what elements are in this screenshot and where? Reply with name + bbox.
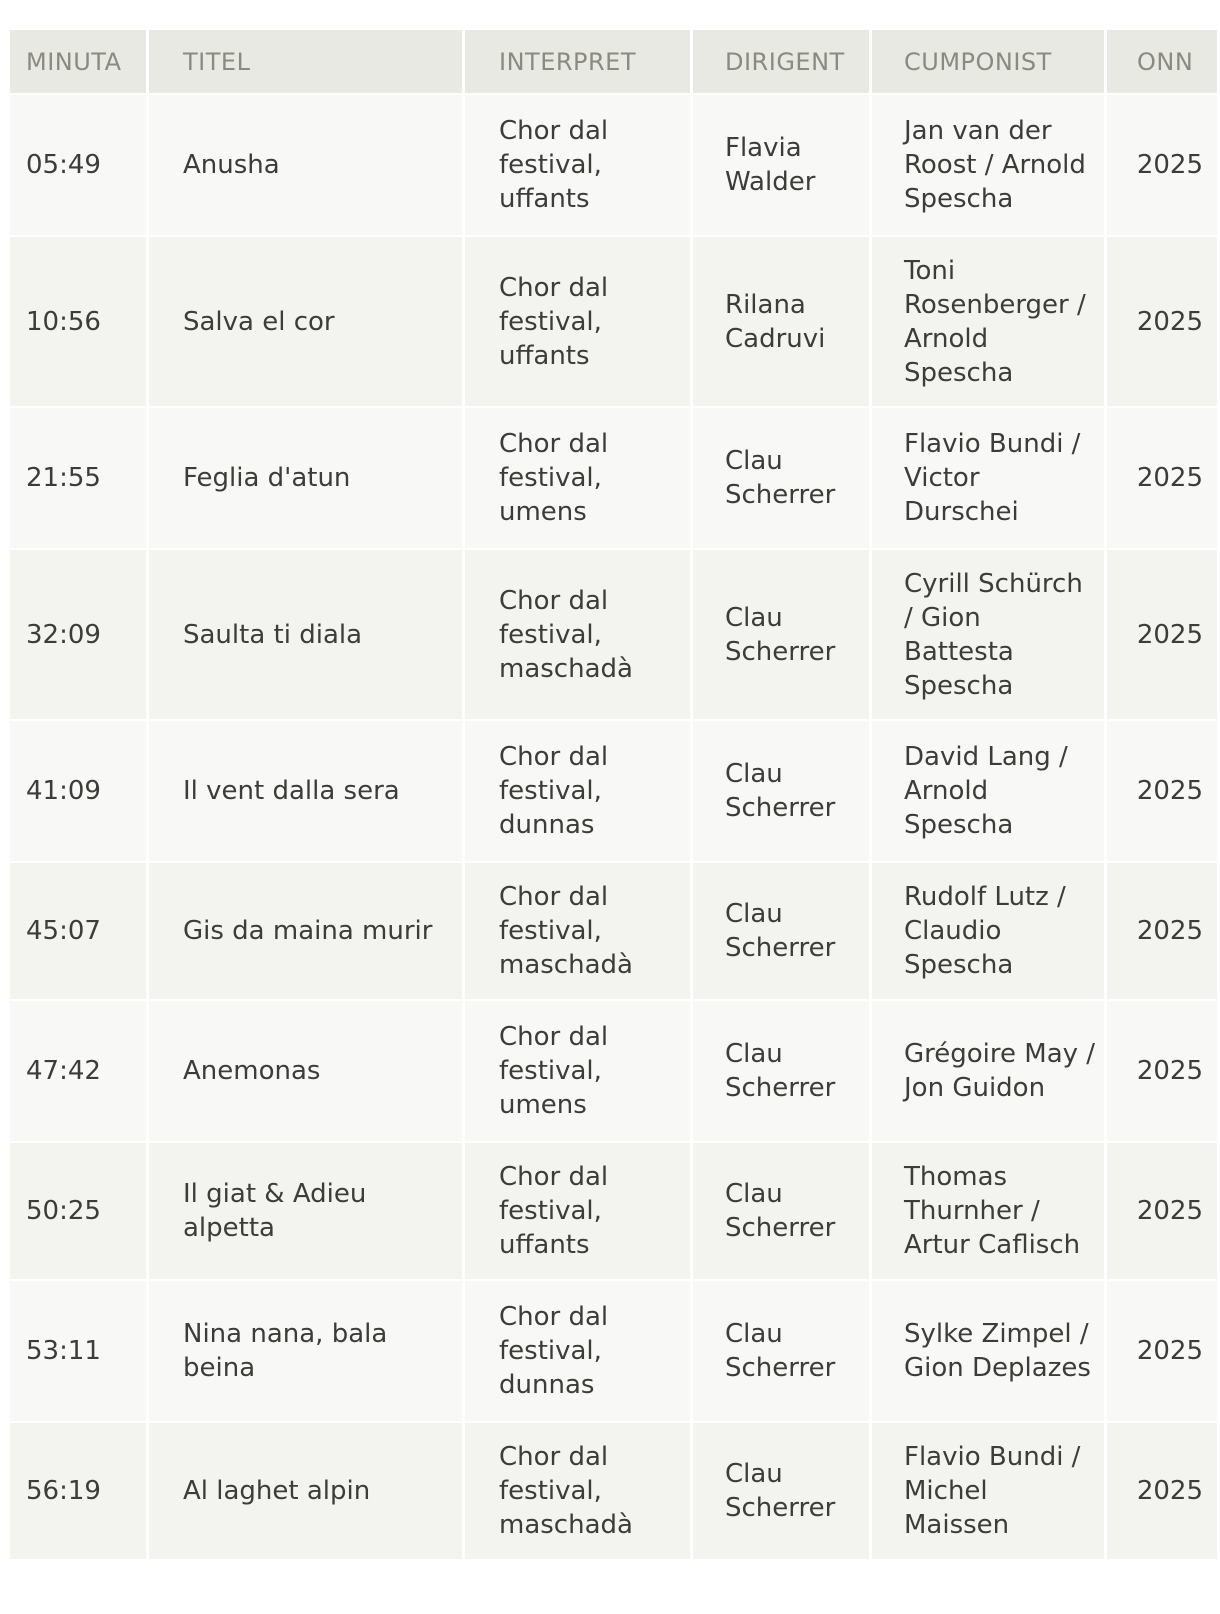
cell-minuta: 56:19 (10, 1423, 146, 1559)
cell-cumponist: Toni Rosenberger / Arnold Spescha (872, 237, 1104, 406)
table-row (10, 1423, 1217, 1559)
cell-titel: Salva el cor (149, 237, 462, 406)
tracklist-table (7, 28, 1220, 1561)
cell-minuta: 50:25 (10, 1143, 146, 1279)
cell-onn: 2025 (1107, 1281, 1217, 1421)
cell-dirigent: Clau Scherrer (693, 1423, 869, 1559)
table-row (10, 1001, 1217, 1141)
cell-titel: Feglia d'atun (149, 408, 462, 548)
cell-interpret: Chor dal festival, maschadà (465, 863, 690, 999)
table-row (10, 863, 1217, 999)
cell-minuta: 41:09 (10, 721, 146, 861)
cell-onn: 2025 (1107, 1143, 1217, 1279)
header-interpret[interactable]: INTERPRET (465, 30, 690, 93)
cell-dirigent: Clau Scherrer (693, 550, 869, 719)
cell-titel: Nina nana, bala beina (149, 1281, 462, 1421)
cell-minuta: 21:55 (10, 408, 146, 548)
cell-interpret: Chor dal festival, uffants (465, 95, 690, 235)
header-row (10, 30, 1217, 93)
cell-titel: Al laghet alpin (149, 1423, 462, 1559)
cell-cumponist: Flavio Bundi / Michel Maissen (872, 1423, 1104, 1559)
cell-titel: Il giat & Adieu alpetta (149, 1143, 462, 1279)
cell-onn: 2025 (1107, 550, 1217, 719)
cell-interpret: Chor dal festival, dunnas (465, 1281, 690, 1421)
cell-cumponist: Jan van der Roost / Arnold Spescha (872, 95, 1104, 235)
cell-cumponist: David Lang / Arnold Spescha (872, 721, 1104, 861)
header-onn[interactable]: ONN (1107, 30, 1217, 93)
cell-titel: Gis da maina murir (149, 863, 462, 999)
cell-minuta: 10:56 (10, 237, 146, 406)
cell-dirigent: Clau Scherrer (693, 1143, 869, 1279)
table-row (10, 1281, 1217, 1421)
cell-minuta: 45:07 (10, 863, 146, 999)
cell-dirigent: Clau Scherrer (693, 408, 869, 548)
cell-onn: 2025 (1107, 1423, 1217, 1559)
header-dirigent[interactable]: DIRIGENT (693, 30, 869, 93)
cell-onn: 2025 (1107, 408, 1217, 548)
cell-dirigent: Clau Scherrer (693, 721, 869, 861)
cell-interpret: Chor dal festival, dunnas (465, 721, 690, 861)
tracklist-table-container (10, 30, 1210, 1561)
cell-minuta: 32:09 (10, 550, 146, 719)
cell-minuta: 53:11 (10, 1281, 146, 1421)
cell-interpret: Chor dal festival, umens (465, 408, 690, 548)
table-row (10, 237, 1217, 406)
cell-interpret: Chor dal festival, maschadà (465, 550, 690, 719)
cell-onn: 2025 (1107, 721, 1217, 861)
cell-cumponist: Grégoire May / Jon Guidon (872, 1001, 1104, 1141)
cell-onn: 2025 (1107, 237, 1217, 406)
cell-cumponist: Thomas Thurnher / Artur Caflisch (872, 1143, 1104, 1279)
cell-titel: Anemonas (149, 1001, 462, 1141)
header-cumponist[interactable]: CUMPONIST (872, 30, 1104, 93)
cell-minuta: 47:42 (10, 1001, 146, 1141)
cell-minuta: 05:49 (10, 95, 146, 235)
cell-dirigent: Clau Scherrer (693, 1001, 869, 1141)
cell-dirigent: Clau Scherrer (693, 863, 869, 999)
header-titel[interactable]: TITEL (149, 30, 462, 93)
cell-titel: Il vent dalla sera (149, 721, 462, 861)
cell-onn: 2025 (1107, 863, 1217, 999)
table-body (10, 95, 1217, 1559)
cell-interpret: Chor dal festival, maschadà (465, 1423, 690, 1559)
cell-cumponist: Cyrill Schürch / Gion Battesta Spescha (872, 550, 1104, 719)
header-minuta[interactable]: MINUTA (10, 30, 146, 93)
table-row (10, 721, 1217, 861)
cell-interpret: Chor dal festival, uffants (465, 1143, 690, 1279)
cell-titel: Anusha (149, 95, 462, 235)
cell-cumponist: Sylke Zimpel / Gion Deplazes (872, 1281, 1104, 1421)
cell-titel: Saulta ti diala (149, 550, 462, 719)
cell-dirigent: Flavia Walder (693, 95, 869, 235)
cell-onn: 2025 (1107, 95, 1217, 235)
cell-cumponist: Rudolf Lutz / Claudio Spescha (872, 863, 1104, 999)
table-row (10, 95, 1217, 235)
cell-cumponist: Flavio Bundi / Victor Durschei (872, 408, 1104, 548)
cell-interpret: Chor dal festival, umens (465, 1001, 690, 1141)
table-header (10, 30, 1217, 93)
cell-dirigent: Clau Scherrer (693, 1281, 869, 1421)
table-row (10, 550, 1217, 719)
table-row (10, 1143, 1217, 1279)
table-row (10, 408, 1217, 548)
cell-dirigent: Rilana Cadruvi (693, 237, 869, 406)
cell-onn: 2025 (1107, 1001, 1217, 1141)
cell-interpret: Chor dal festival, uffants (465, 237, 690, 406)
